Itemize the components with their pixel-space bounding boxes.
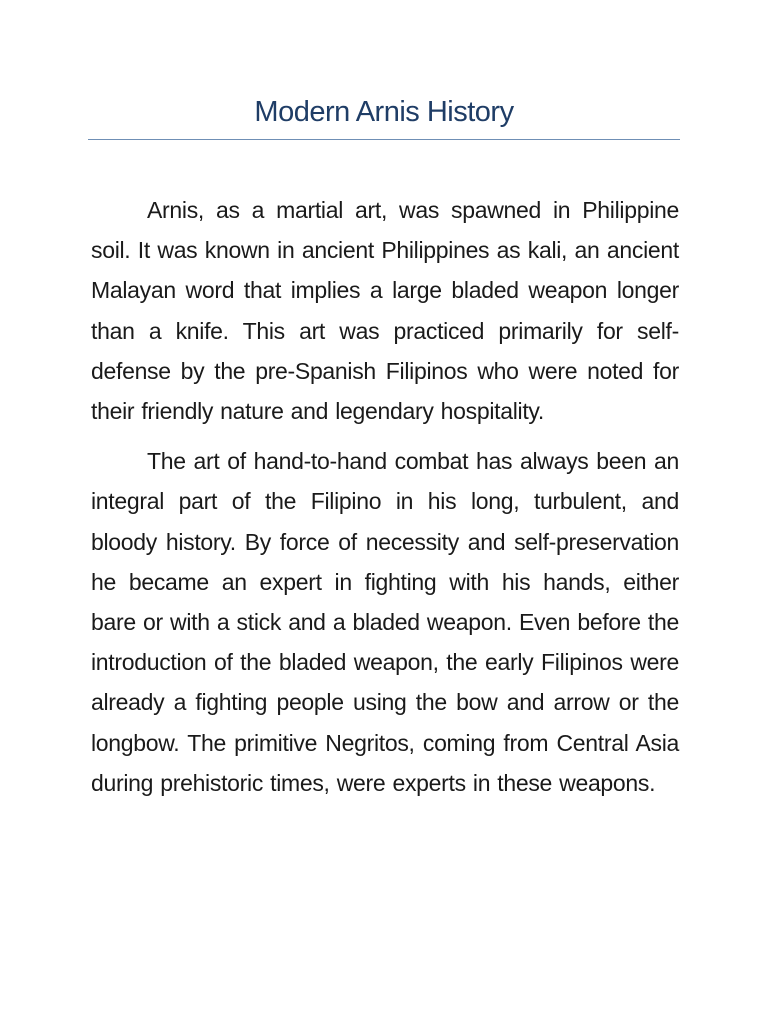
document-body — [91, 190, 679, 803]
document-title: Modern Arnis History — [254, 96, 514, 128]
paragraph-2: The art of hand-to-hand combat has always been an integral part of the Filipino in his long, turbulent, and bloody history. By force of necessity and self-preservation he became an expert in fighting with his hands, either bare or with a stick and a bladed weapon. Even before the introduction of the bladed weapon, the early Filipinos were already a fighting people using the bow and arrow or the longbow. The primitive Negritos, coming from Central Asia during prehistoric times, were experts in these weapons. — [91, 448, 679, 796]
title-divider — [88, 139, 680, 140]
paragraph-1: Arnis, as a martial art, was spawned in Philippine soil. It was known in ancient Philippines as kali, an ancient Malayan word that implies a large bladed weapon longer than a knife. This art was practiced primarily for self-defense by the pre-Spanish Filipinos who were noted for their friendly nature and legendary hospitality. — [91, 197, 679, 425]
